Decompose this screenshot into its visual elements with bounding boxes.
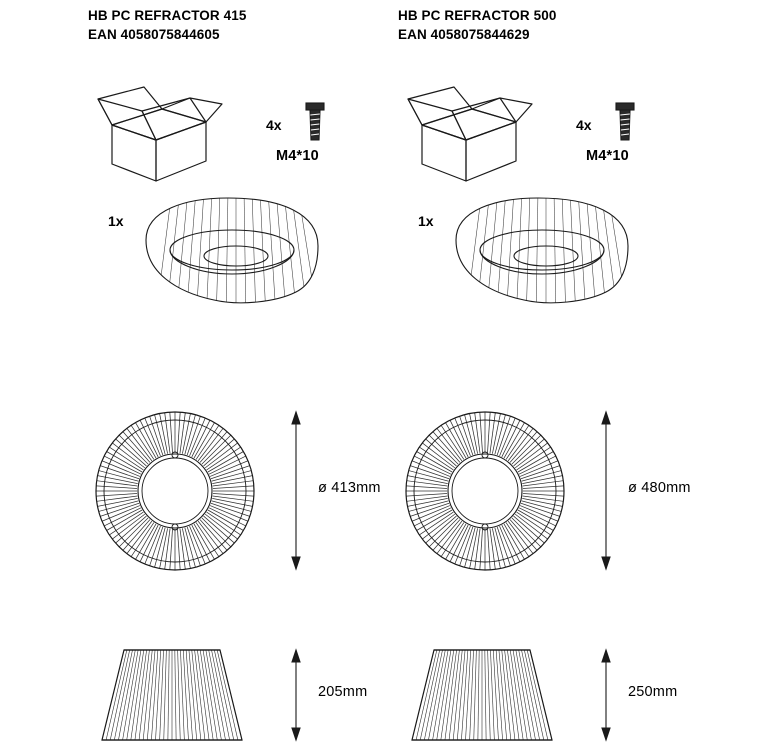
product-header-415 xyxy=(88,6,246,44)
product-column-500 xyxy=(398,0,738,756)
side-view-figure xyxy=(406,640,566,750)
height-dimension xyxy=(586,640,736,750)
screw-figure xyxy=(266,100,376,170)
diameter-label: ø 413mm xyxy=(318,480,381,496)
dome-figure xyxy=(108,196,336,321)
reflector-top-view-icon xyxy=(88,408,263,573)
dome-quantity: 1x xyxy=(418,213,434,229)
reflector-side-view-icon xyxy=(96,640,256,750)
screw-icon xyxy=(298,100,334,150)
box-figure xyxy=(94,78,234,188)
product-title: HB PC REFRACTOR 500 xyxy=(398,8,557,23)
screw-quantity: 4x xyxy=(266,117,282,133)
top-view-figure xyxy=(398,408,573,573)
product-header-500 xyxy=(398,6,556,44)
diameter-label: ø 480mm xyxy=(628,480,691,496)
height-label: 205mm xyxy=(318,684,368,700)
dome-figure xyxy=(418,196,646,321)
reflector-top-view-icon xyxy=(398,408,573,573)
reflector-dome-icon xyxy=(446,196,646,321)
product-column-415 xyxy=(88,0,428,756)
dome-quantity: 1x xyxy=(108,213,124,229)
product-title: HB PC REFRACTOR 415 xyxy=(88,8,247,23)
screw-figure xyxy=(576,100,686,170)
open-cardboard-box-icon xyxy=(94,78,234,188)
open-cardboard-box-icon xyxy=(404,78,544,188)
diameter-dimension xyxy=(586,408,736,573)
screw-type-label: M4*10 xyxy=(586,148,629,164)
screw-icon xyxy=(608,100,644,150)
screw-quantity: 4x xyxy=(576,117,592,133)
product-ean: EAN 4058075844629 xyxy=(398,27,530,42)
top-view-figure xyxy=(88,408,263,573)
screw-type-label: M4*10 xyxy=(276,148,319,164)
reflector-dome-icon xyxy=(136,196,336,321)
side-view-figure xyxy=(96,640,256,750)
height-label: 250mm xyxy=(628,684,678,700)
box-figure xyxy=(404,78,544,188)
reflector-side-view-icon xyxy=(406,640,566,750)
product-ean: EAN 4058075844605 xyxy=(88,27,220,42)
